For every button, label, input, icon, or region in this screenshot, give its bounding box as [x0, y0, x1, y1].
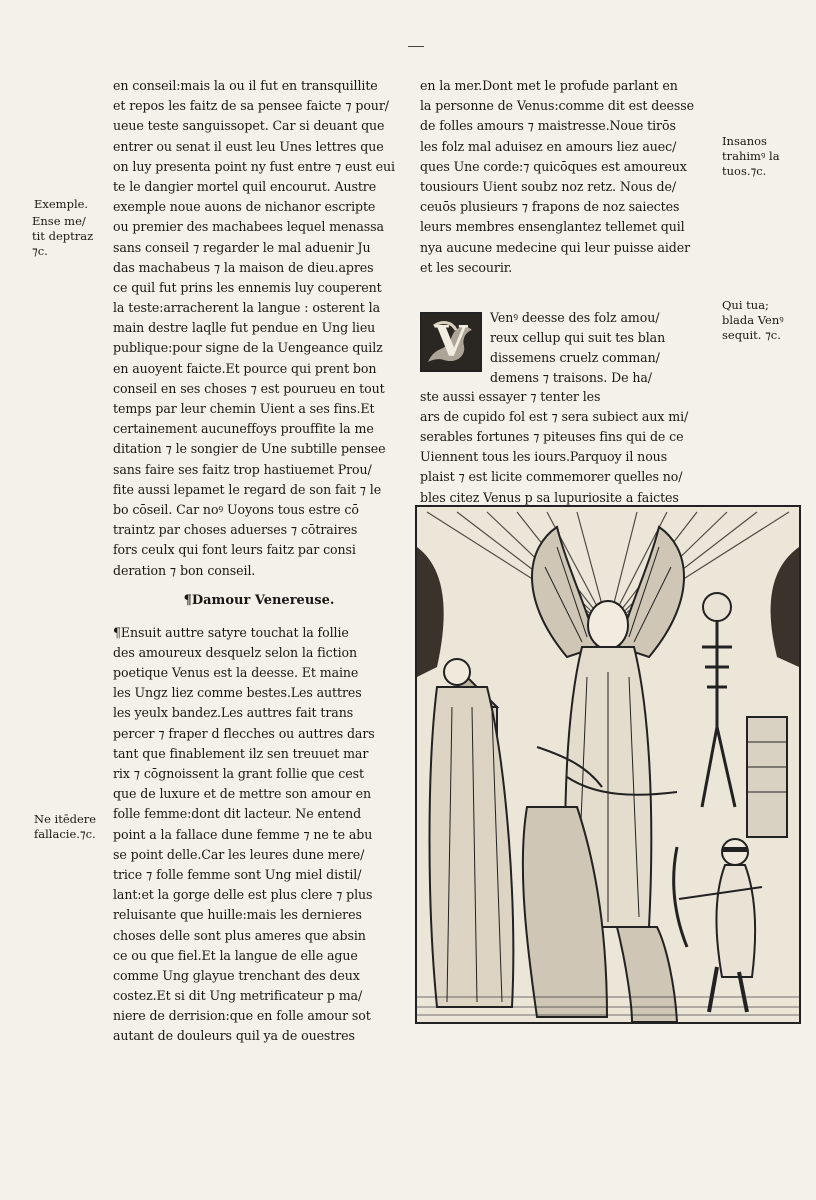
text-line: certainement aucuneffoys prouffite la me [113, 421, 374, 437]
text-line: niere de derrision:que en folle amour sot [113, 1008, 371, 1024]
text-line: sans faire ses faitz trop hastiuemet Prou/ [113, 461, 372, 477]
text-line: ste aussi essayer ⁊ tenter les [420, 388, 601, 404]
text-line: leurs membres ensenglantez tellemet quil [420, 219, 685, 235]
margin-line: ⁊c. [32, 244, 48, 258]
margin-line: Ne itēdere [34, 812, 97, 826]
text-line: ce quil fut prins les ennemis luy couperent [113, 279, 382, 295]
text-line: percer ⁊ fraper d flecches ou auttres dars [113, 725, 375, 741]
right-text-block-1 [420, 76, 718, 278]
text-line: en conseil:mais la ou il fut en transquillite [113, 78, 378, 93]
text-line: bo cōseil. Car noꝰ Uoyons tous estre cō [113, 501, 359, 517]
text-line: costez.Et si dit Ung metrificateur p ma/ [113, 988, 363, 1004]
text-line: exemple noue auons de nichanor escripte [113, 199, 376, 215]
text-line: tant que finablement ilz sen treuuet mar [113, 745, 369, 761]
margin-line: Insanos [722, 134, 767, 148]
left-column [113, 76, 405, 1047]
text-line: ques Une corde:⁊ quicōques est amoureux [420, 158, 687, 174]
top-rule-mark [408, 46, 424, 47]
text-line: temps par leur chemin Uient a ses fins.Et [113, 401, 375, 416]
margin-note-insanos [722, 134, 780, 179]
text-line: das machabeus ⁊ la maison de dieu.apres [113, 259, 374, 275]
margin-line: Ense me/ [32, 214, 86, 228]
text-line: ars de cupido fol est ⁊ sera subiect aux mi/ [420, 408, 689, 424]
text-line: rix ⁊ cōgnoissent la grant follie que cest [113, 766, 364, 781]
text-line: de folles amours ⁊ maistresse.Noue tirōs [420, 118, 676, 134]
text-line: et les secourir. [420, 259, 513, 275]
text-line: la personne de Venus:comme dit est deesse [420, 98, 694, 114]
text-line: reluisante que huille:mais les dernieres [113, 907, 362, 923]
section-heading: ¶Damour Venereuse. [183, 592, 335, 608]
text-line: trice ⁊ folle femme sont Ung miel distil/ [113, 866, 362, 882]
margin-note-ense [32, 214, 93, 259]
left-text-block-1 [113, 76, 405, 581]
margin-line: blada Venꝰ [722, 313, 784, 327]
text-line: deration ⁊ bon conseil. [113, 562, 256, 578]
text-line: main destre laqlle fut pendue en Ung lieu [113, 320, 376, 336]
text-line: point a la fallace dune femme ⁊ ne te abu [113, 826, 373, 842]
margin-note-ne-itedere [34, 812, 96, 842]
text-line: autant de douleurs quil ya de ouestres [113, 1028, 355, 1044]
text-line: des amoureux desquelz selon la fiction [113, 644, 357, 660]
text-line: les yeulx bandez.Les auttres fait trans [113, 705, 354, 721]
margin-note-qui-tua [722, 298, 784, 343]
text-line: serables fortunes ⁊ piteuses fins qui de ce [420, 429, 684, 444]
text-line: ceuōs plusieurs ⁊ frapons de noz saiectes [420, 199, 680, 215]
text-line: te le dangier mortel quil encourut. Austre [113, 178, 377, 194]
margin-line: tit deptraz [32, 229, 94, 243]
text-line: on luy presenta point ny fust entre ⁊ eust eui [113, 158, 395, 174]
text-line: tousiours Uient soubz noz retz. Nous de/ [420, 178, 676, 194]
text-line: ou premier des machabees lequel menassa [113, 219, 384, 235]
margin-note-exemple: Exemple. [34, 197, 89, 211]
margin-line: fallacie.⁊c. [34, 827, 96, 841]
text-line: les folz mal aduisez en amours liez auec/ [420, 138, 677, 154]
text-line: que de luxure et de mettre son amour en [113, 786, 371, 802]
text-line: et repos les faitz de sa pensee faicte ⁊ pour/ [113, 98, 389, 114]
margin-line: trahimꝰ la [722, 149, 780, 163]
text-line: reux cellup qui suit tes blan [490, 330, 666, 346]
left-text-block-2 [113, 623, 405, 1047]
text-line: plaist ⁊ est licite commemorer quelles no/ [420, 469, 683, 485]
text-line: Venꝰ deesse des folz amou/ [490, 309, 660, 325]
drop-cap-letter: V [434, 317, 468, 367]
text-line: ditation ⁊ le songier de Une subtille pensee [113, 441, 386, 457]
text-line: lant:et la gorge delle est plus clere ⁊ plus [113, 887, 373, 903]
text-line: poetique Venus est la deesse. Et maine [113, 665, 359, 681]
text-line: entrer ou senat il eust leu Unes lettres que [113, 138, 384, 154]
margin-line: Qui tua; [722, 298, 769, 312]
woodcut-illustration [415, 505, 801, 1024]
text-line: choses delle sont plus ameres que absin [113, 927, 366, 943]
right-text-block-2 [420, 308, 718, 508]
text-line: la teste:arracherent la langue : osterent la [113, 300, 380, 316]
text-line: en la mer.Dont met le profude parlant en [420, 78, 678, 93]
text-line: traintz par choses aduerses ⁊ cōtraires [113, 522, 358, 538]
text-line: ce ou que fiel.Et la langue de elle ague [113, 947, 358, 963]
text-line: publique:pour signe de la Uengeance quilz [113, 340, 383, 356]
text-line: en auoyent faicte.Et pource qui prent bon [113, 360, 377, 376]
text-line: dissemens cruelz comman/ [490, 350, 660, 366]
text-line: comme Ung glayue trenchant des deux [113, 967, 360, 983]
text-line: fors ceulx qui font leurs faitz par consi [113, 542, 356, 558]
text-line: demens ⁊ traisons. De ha/ [490, 370, 652, 386]
text-line: se point delle.Car les leures dune mere/ [113, 846, 365, 862]
text-line: conseil en ses choses ⁊ est pourueu en tout [113, 380, 385, 396]
text-line: bles citez Venus p sa lupuriosite a faictes [420, 489, 679, 505]
text-line: sans conseil ⁊ regarder le mal aduenir Ju [113, 239, 371, 255]
right-text-lines [420, 387, 718, 508]
margin-line: tuos.⁊c. [722, 164, 767, 178]
text-line: les Ungz liez comme bestes.Les auttres [113, 685, 362, 701]
text-line: folle femme:dont dit lacteur. Ne entend [113, 806, 362, 822]
text-line: ¶Ensuit auttre satyre touchat la follie [113, 624, 349, 640]
margin-line: sequit. ⁊c. [722, 328, 781, 342]
venus-woodcut-icon [417, 507, 799, 1022]
right-column [420, 76, 718, 508]
text-line: ueue teste sanguissopet. Car si deuant que [113, 118, 385, 134]
text-line: fite aussi lepamet le regard de son fait ⁊ le [113, 481, 382, 497]
text-line: nya aucune medecine qui leur puisse aider [420, 239, 691, 255]
drop-cap-initial [420, 312, 482, 372]
text-line: Uiennent tous les iours.Parquoy il nous [420, 449, 668, 465]
